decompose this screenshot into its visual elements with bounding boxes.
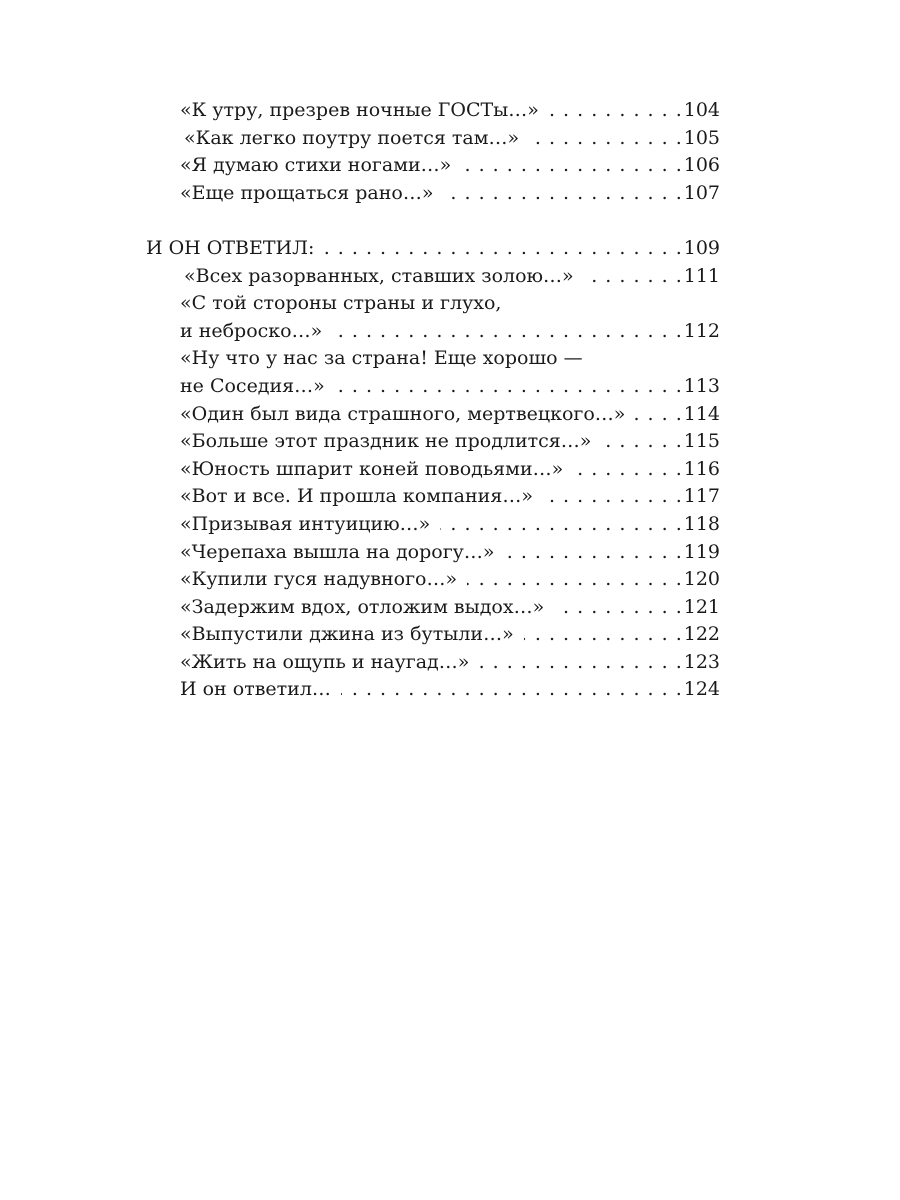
toc-entry-title: И ОН ОТВЕТИЛ: <box>146 236 315 259</box>
toc-entry <box>146 152 720 180</box>
section-spacer <box>146 207 720 235</box>
toc-entry-page: 122 <box>683 623 720 646</box>
toc-entry-page: 118 <box>683 512 720 535</box>
toc-entry-page: 104 <box>683 99 720 121</box>
dot-leader <box>332 318 682 346</box>
dot-leader <box>543 483 682 511</box>
toc-entry-title: «Еще прощаться рано…» <box>180 181 434 204</box>
table-of-contents <box>146 97 720 704</box>
toc-entry-title: «Юность шпарит коней поводьями…» <box>180 457 564 480</box>
dot-leader <box>461 152 681 180</box>
toc-entry-page: 119 <box>683 540 720 563</box>
toc-entry-title: И он ответил… <box>180 678 331 701</box>
toc-entry-title: «Жить на ощупь и наугад…» <box>180 650 470 673</box>
dot-leader <box>601 428 681 456</box>
toc-entry-page: 116 <box>683 457 720 480</box>
toc-entry-title: «С той стороны страны и глухо, <box>180 292 502 315</box>
toc-entry-page: 105 <box>683 126 720 149</box>
toc-entry-page: 120 <box>683 568 720 591</box>
toc-entry-title: «Черепаха вышла на дорогу…» <box>180 540 495 563</box>
dot-leader <box>341 676 682 704</box>
dot-leader <box>504 539 681 567</box>
toc-entry <box>146 594 720 622</box>
toc-entry <box>146 566 720 594</box>
toc-entry-title: «Задержим вдох, отложим выдох…» <box>180 595 545 618</box>
toc-entry-title: «Ну что у нас за страна! Еще хорошо — <box>180 347 583 370</box>
toc-entry-page: 113 <box>683 374 720 397</box>
toc-entry-title: «Я думаю стихи ногами…» <box>180 154 452 177</box>
toc-entry-title-continued: не Соседия…» <box>180 374 325 397</box>
dot-leader <box>335 373 682 401</box>
toc-entry <box>146 125 720 153</box>
toc-entry <box>146 401 720 429</box>
toc-entry-title: «Как легко поутру поется там…» <box>184 126 520 149</box>
toc-entry-page: 109 <box>683 236 720 259</box>
toc-entry-page: 124 <box>683 678 720 701</box>
dot-leader <box>324 235 681 263</box>
toc-entry-title: «Один был вида страшного, мертвецкого…» <box>180 402 626 425</box>
dot-leader <box>549 97 682 125</box>
dot-leader <box>479 649 681 677</box>
dot-leader <box>584 263 682 291</box>
toc-entry-page: 115 <box>683 430 720 453</box>
toc-entry <box>146 539 720 567</box>
toc-entry <box>146 456 720 484</box>
toc-entry-title: «Выпустили джина из бутыли…» <box>180 623 514 646</box>
toc-entry-line <box>146 345 720 373</box>
dot-leader <box>573 456 682 484</box>
toc-entry <box>146 373 720 401</box>
toc-entry-page: 106 <box>683 154 720 177</box>
toc-entry-page: 121 <box>683 595 720 618</box>
toc-entry <box>146 676 720 704</box>
toc-entry <box>146 483 720 511</box>
toc-entry-page: 112 <box>683 319 720 342</box>
toc-entry-page: 114 <box>683 402 720 425</box>
toc-entry <box>146 511 720 539</box>
toc-entry <box>146 428 720 456</box>
toc-entry <box>146 621 720 649</box>
toc-entry-page: 123 <box>683 650 720 673</box>
dot-leader <box>440 511 681 539</box>
toc-entry-title: «Купили гуся надувного…» <box>180 568 458 591</box>
toc-entry <box>146 97 720 125</box>
toc-entry <box>146 649 720 677</box>
dot-leader <box>443 180 681 208</box>
toc-entry-title: «Вот и все. И прошла компания…» <box>180 485 533 508</box>
dot-leader <box>467 566 682 594</box>
toc-entry-title: «К утру, презрев ночные ГОСТы…» <box>180 99 539 121</box>
toc-entry-page: 117 <box>683 485 720 508</box>
toc-section-heading <box>146 235 720 263</box>
toc-entry-title: «Призывая интуицию…» <box>180 512 431 535</box>
toc-entry <box>146 263 720 291</box>
dot-leader <box>554 594 682 622</box>
toc-entry-title-continued: и неброско…» <box>180 319 323 342</box>
toc-entry-title: «Больше этот праздник не продлится…» <box>180 430 592 453</box>
toc-entry-line <box>146 290 720 318</box>
toc-entry <box>146 180 720 208</box>
toc-entry-page: 111 <box>683 264 720 287</box>
dot-leader <box>524 621 682 649</box>
toc-entry-title: «Всех разорванных, ставших золою…» <box>184 264 574 287</box>
dot-leader <box>529 125 682 153</box>
dot-leader <box>635 401 681 429</box>
toc-entry <box>146 318 720 346</box>
toc-entry-page: 107 <box>683 181 720 204</box>
